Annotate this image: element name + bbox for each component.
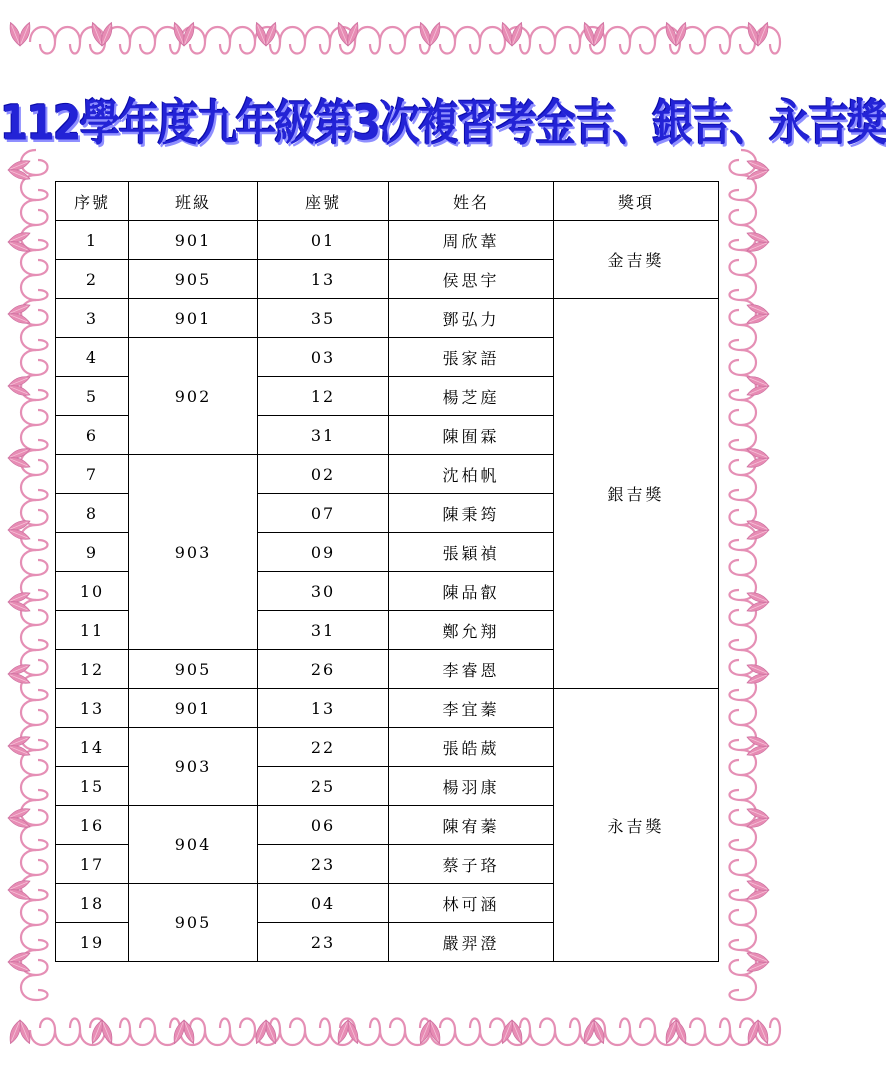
ornament-scroll — [21, 450, 48, 500]
cell-name: 李睿恩 — [389, 650, 554, 689]
ornament-leaf — [7, 302, 32, 327]
cell-index: 19 — [56, 923, 129, 962]
ornament-leaf — [746, 806, 771, 831]
cell-seat: 07 — [258, 494, 389, 533]
ornament-leaf — [7, 950, 32, 975]
cell-index: 18 — [56, 884, 129, 923]
cell-seat: 09 — [258, 533, 389, 572]
ornament-scroll — [729, 450, 756, 500]
cell-name: 張家語 — [389, 338, 554, 377]
ornament-leaf — [7, 21, 33, 48]
ornament-scroll — [680, 27, 730, 54]
ornament-scroll — [21, 900, 48, 950]
ornament-scroll — [130, 27, 180, 54]
ornament-leaf — [746, 302, 771, 327]
table-header-row — [56, 182, 719, 221]
ornament-scroll — [729, 850, 756, 900]
cell-index: 7 — [56, 455, 129, 494]
ornament-scroll — [280, 27, 330, 54]
cell-index: 2 — [56, 260, 129, 299]
cell-name: 陳囿霖 — [389, 416, 554, 455]
ornament-scroll — [729, 900, 756, 950]
cell-name: 侯思宇 — [389, 260, 554, 299]
cell-index: 17 — [56, 845, 129, 884]
cell-seat: 04 — [258, 884, 389, 923]
ornament-leaf — [7, 446, 32, 471]
cell-index: 8 — [56, 494, 129, 533]
cell-class: 905 — [129, 650, 258, 689]
cell-index: 9 — [56, 533, 129, 572]
cell-name: 陳秉筠 — [389, 494, 554, 533]
cell-name: 張穎禎 — [389, 533, 554, 572]
cell-index: 16 — [56, 806, 129, 845]
cell-seat: 13 — [258, 689, 389, 728]
ornament-leaf — [7, 806, 32, 831]
ornament-scroll — [21, 400, 48, 450]
award-table — [55, 181, 719, 962]
cell-name: 陳宥蓁 — [389, 806, 554, 845]
ornament-leaf — [335, 1019, 361, 1046]
table-row — [56, 299, 719, 338]
cell-seat: 03 — [258, 338, 389, 377]
cell-seat: 02 — [258, 455, 389, 494]
ornament-leaf — [746, 950, 771, 975]
cell-class: 901 — [129, 221, 258, 260]
cell-seat: 26 — [258, 650, 389, 689]
ornament-scroll — [21, 850, 48, 900]
table-row — [56, 221, 719, 260]
ornament-scroll — [729, 650, 756, 700]
ornament-leaf — [746, 878, 771, 903]
cell-index: 5 — [56, 377, 129, 416]
ornament-scroll — [680, 1018, 730, 1045]
cell-index: 15 — [56, 767, 129, 806]
cell-seat: 25 — [258, 767, 389, 806]
ornament-scroll — [21, 750, 48, 800]
table-row — [56, 689, 719, 728]
ornament-leaf — [746, 230, 771, 255]
ornament-scroll — [130, 1018, 180, 1045]
ornament-leaf — [7, 230, 32, 255]
ornament-leaf — [7, 518, 32, 543]
cell-name: 林可涵 — [389, 884, 554, 923]
cell-class: 904 — [129, 806, 258, 884]
award-gold: 金吉獎 — [554, 221, 719, 299]
cell-seat: 06 — [258, 806, 389, 845]
cell-name: 楊芝庭 — [389, 377, 554, 416]
ornament-leaf — [7, 734, 32, 759]
cell-name: 鄭允翔 — [389, 611, 554, 650]
cell-class: 901 — [129, 689, 258, 728]
cell-name: 蔡子珞 — [389, 845, 554, 884]
cell-name: 沈柏帆 — [389, 455, 554, 494]
ornament-leaf — [663, 21, 689, 48]
cell-seat: 31 — [258, 611, 389, 650]
cell-name: 楊羽康 — [389, 767, 554, 806]
ornament-scroll — [21, 200, 48, 250]
header-name: 姓名 — [389, 182, 554, 221]
cell-index: 14 — [56, 728, 129, 767]
cell-name: 鄧弘力 — [389, 299, 554, 338]
cell-index: 6 — [56, 416, 129, 455]
cell-class: 905 — [129, 884, 258, 962]
cell-name: 周欣葦 — [389, 221, 554, 260]
ornament-scroll — [729, 750, 756, 800]
cell-index: 12 — [56, 650, 129, 689]
ornament-scroll — [530, 27, 580, 54]
cell-seat: 30 — [258, 572, 389, 611]
ornament-leaf — [171, 21, 197, 48]
ornament-scroll — [30, 27, 80, 54]
award-silver: 銀吉獎 — [554, 299, 719, 689]
ornament-leaf — [746, 518, 771, 543]
page-title: 112學年度九年級第3次複習考金吉、銀吉、永吉獎 — [0, 94, 886, 152]
ornament-scroll — [21, 250, 48, 300]
ornament-leaf — [7, 374, 32, 399]
header-seat: 座號 — [258, 182, 389, 221]
cell-class: 903 — [129, 728, 258, 806]
cell-seat: 01 — [258, 221, 389, 260]
ornament-leaf — [89, 21, 115, 48]
cell-seat: 35 — [258, 299, 389, 338]
cell-seat: 12 — [258, 377, 389, 416]
ornament-leaf — [746, 734, 771, 759]
header-index: 序號 — [56, 182, 129, 221]
cell-seat: 13 — [258, 260, 389, 299]
cell-name: 張皓葳 — [389, 728, 554, 767]
cell-class: 905 — [129, 260, 258, 299]
cell-seat: 22 — [258, 728, 389, 767]
ornament-leaf — [7, 878, 32, 903]
cell-name: 李宜蓁 — [389, 689, 554, 728]
cell-name: 陳品叡 — [389, 572, 554, 611]
cell-seat: 23 — [258, 923, 389, 962]
ornament-leaf — [745, 21, 771, 48]
ornament-scroll — [21, 650, 48, 700]
cell-class: 902 — [129, 338, 258, 455]
cell-index: 10 — [56, 572, 129, 611]
ornament-scroll — [280, 1018, 330, 1045]
cell-class: 903 — [129, 455, 258, 650]
award-eternal: 永吉獎 — [554, 689, 719, 962]
ornament-leaf — [417, 21, 443, 48]
cell-index: 11 — [56, 611, 129, 650]
ornament-scroll — [530, 1018, 580, 1045]
cell-seat: 23 — [258, 845, 389, 884]
cell-index: 1 — [56, 221, 129, 260]
ornament-scroll — [30, 1018, 80, 1045]
cell-class: 901 — [129, 299, 258, 338]
ornament-leaf — [746, 446, 771, 471]
cell-index: 4 — [56, 338, 129, 377]
header-class: 班級 — [129, 182, 258, 221]
cell-index: 13 — [56, 689, 129, 728]
ornament-leaf — [746, 374, 771, 399]
header-award: 獎項 — [554, 182, 719, 221]
ornament-scroll — [729, 400, 756, 450]
ornament-leaf — [253, 1019, 279, 1046]
cell-seat: 31 — [258, 416, 389, 455]
cell-index: 3 — [56, 299, 129, 338]
ornament-scroll — [729, 250, 756, 300]
cell-name: 嚴羿澄 — [389, 923, 554, 962]
ornament-scroll — [729, 200, 756, 250]
